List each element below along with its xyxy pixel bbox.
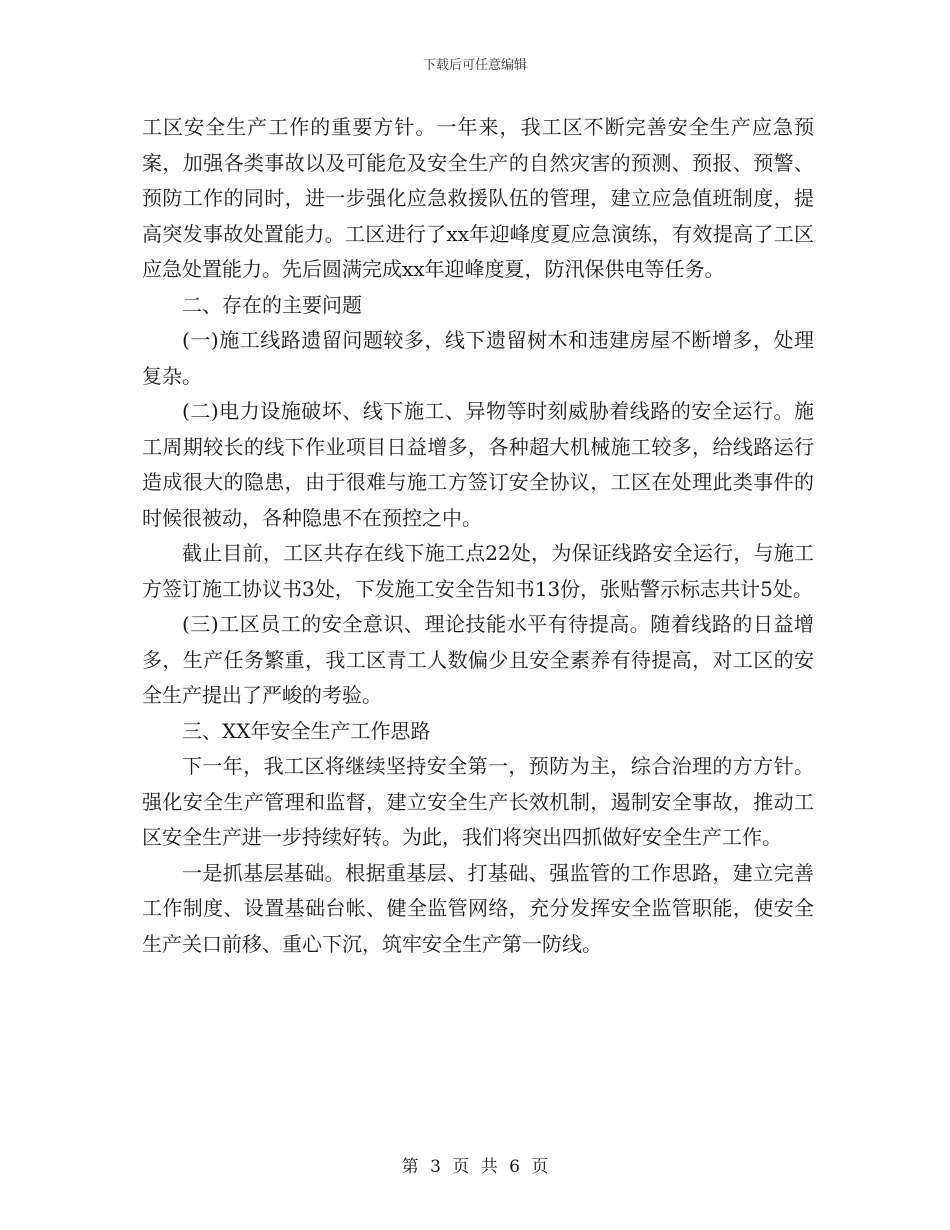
page-header: 下载后可任意编辑 xyxy=(422,58,527,73)
paragraph-problem-2: (二)电力设施破坏、线下施工、异物等时刻威胁着线路的安全运行。施工周期较长的线下作业项目日益增多，各种超大机械施工较多，给线路运行造成很大的隐患，由于很难与施工方签订安全协议，工区在处理此类事件的时候很被动，各种隐患不在预控之中。 xyxy=(142,399,814,530)
section-heading-main-problems: 二、存在的主要问题 xyxy=(182,292,362,317)
paragraph-safety-measures: 工区安全生产工作的重要方针。一年来，我工区不断完善安全生产应急预案，加强各类事故以及可能危及安全生产的自然灾害的预测、预报、预警、预防工作的同时，进一步强化应急救援队伍的管理，建立应急值班制度，提高突发事故处置能力。工区进行了xx年迎峰度夏应急演练，有效提高了工区应急处置能力。先后圆满完成xx年迎峰度夏，防汛保供电等任务。 xyxy=(142,115,814,281)
document-body xyxy=(142,110,814,962)
paragraph-next-year: 下一年，我工区将继续坚持安全第一，预防为主，综合治理的方方针。强化安全生产管理和监督，建立安全生产长效机制，遏制安全事故，推动工区安全生产进一步持续好转。为此，我们将突出四抓做好安全生产工作。 xyxy=(142,754,814,849)
paragraph-problem-3: (三)工区员工的安全意识、理论技能水平有待提高。随着线路的日益增多，生产任务繁重，我工区青工人数偏少且安全素养有待提高，对工区的安全生产提出了严峻的考验。 xyxy=(142,612,814,707)
page-number: 第 3 页 共 6 页 xyxy=(401,1157,549,1177)
paragraph-construction-points: 截止目前，工区共存在线下施工点22处，为保证线路安全运行，与施工方签订施工协议书3处，下发施工安全告知书13份，张贴警示标志共计5处。 xyxy=(142,541,814,601)
paragraph-problem-1: (一)施工线路遗留问题较多，线下遗留树木和违建房屋不断增多，处理复杂。 xyxy=(142,328,814,388)
paragraph-grassroots: 一是抓基层基础。根据重基层、打基础、强监管的工作思路，建立完善工作制度、设置基础台帐、健全监管网络，充分发挥安全监管职能，使安全生产关口前移、重心下沉，筑牢安全生产第一防线。 xyxy=(142,860,814,956)
section-heading-work-plan: 三、XX年安全生产工作思路 xyxy=(182,718,431,743)
